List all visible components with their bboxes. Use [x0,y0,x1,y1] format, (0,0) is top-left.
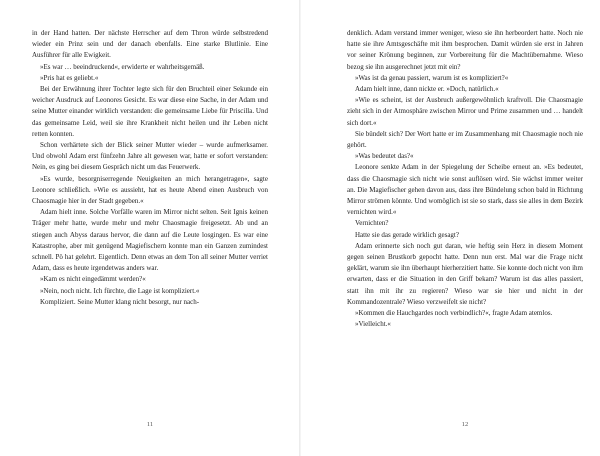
paragraph: »Was ist da genau passiert, warum ist es kompliziert?« [355,73,509,82]
paragraph: Adam erinnerte sich noch gut daran, wie heftig sein Herz in diesem Moment gegen seinen Brustkorb gepocht hatte. Denn nun erst. Mal war die Frage nicht geklärt, warum sie ihn überhaupt hierherzitiert hatte. Sie konnte doch nicht von ihm erwarten, dass er die Situation in den Griff bekam? Warum ist das alles passiert, statt ihn mit ihr zu regieren? Wieso war sie hier und nicht in der Kommandozentrale? Wieso verzweifelt sie nicht? [347,241,583,306]
paragraph: »Es wurde, besorgniserregende Neuigkeiten an mich herangetragen«, sagte Leonore schließlich. »Wie es aussieht, hat es heute Abend einen Ausbruch von Chaosmagie hier in der Stadt gegeben.« [32,174,268,206]
paragraph: »Kommen die Hauchgardes noch verbindlich?«, fragte Adam atemlos. [355,309,553,318]
paragraph: »Kam es nicht eingedämmt werden?« [40,275,146,284]
paragraph: Kompliziert. Seine Mutter klang nicht besorgt, nur nach- [40,297,200,306]
paragraph: »Was bedeutet das?« [355,152,414,161]
paragraph: Sie bündelt sich? Der Wort hatte er im Zusammenhang mit Chaosmagie noch nie gehört. [347,129,583,150]
paragraph: Bei der Erwähnung ihrer Tochter legte sich für den Bruchteil einer Sekunde ein weicher Ausdruck auf Leonores Gesicht. Es war diese eine Sache, in der Adam und seine Mutter einander wirklich verstanden: die gemeinsame Liebe für Priscilla. Und das gemeinsame Leid, weil sie ihre Krankheit nicht heilen und ihr Leben nicht retten konnten. [32,85,268,138]
paragraph: Adam hielt inne. Solche Vorfälle waren im Mirror nicht selten. Seit Ignis keinen Träger mehr hatte, wurde mehr und mehr Chaosmagie freigesetzt. Ab und an stiegen auch Abyss daraus hervor, die dann auf die Leute losgingen. Es war eine Katastrophe, aber mit genügend Magiefischern konnte man ein Ganzen zumindest schnell. Pö hat gelehrt. Eigentlich. Denn etwas an dem Ton all seiner Mutter verriet Adam, dass es heute irgendetwas anders war. [32,208,268,273]
paragraph: Hatte sie das gerade wirklich gesagt? [355,230,459,239]
paragraph: »Pris hat es geliebt.« [40,73,99,82]
paragraph: Leonore senkte Adam in der Spiegelung der Scheibe erneut an. »Es bedeutet, dass die Chaosmagie sich nicht wie sonst auflösen wird. Sie wächst immer weiter an. Die Magiefischer gehen davon aus, dass ihre Bündelung schon bald in Richtung Mirror strömen könnte. Und womöglich ist sie so stark, dass sie alles in dem Bezirk vernichten wird.« [347,163,583,217]
paragraph: »Nein, noch nicht. Ich fürchte, die Lage ist kompliziert.« [40,286,200,295]
paragraph: »Wie es scheint, ist der Ausbruch außergewöhnlich kraftvoll. Die Chaosmagie zieht sich in der Atmosphäre zwischen Mirror und Prime zusammen und … handelt sich dort.« [347,96,583,127]
paragraph: in der Hand hatten. Der nächste Herrscher auf dem Thron würde selbstredend wieder ein Prinz sein und der danach ebenfalls. Eine starke Blutlinie. Eine Ausführer für alle Ewigkeit. [32,29,268,60]
paragraph: Schon verhärtete sich der Blick seiner Mutter wieder – wurde aufmerksamer. Und obwohl Adam erst fünfzehn Jahre alt gewesen war, hatte er sofort verstanden: Nein, es ging bei diesem Gespräch nicht um das Feuerwerk. [32,141,268,172]
paragraph: Vernichten? [355,219,389,228]
paragraph: Adam hielt inne, dann nickte er. »Doch, natürlich.« [355,85,499,94]
left-page-number: 11 [146,421,154,428]
paragraph: denklich. Adam verstand immer weniger, wieso sie ihn herbeordert hatte. Noch nie hatte sie ihre Amtsgeschäfte mit ihm besprochen. Damit würden sie erst in Jahren vor seiner Krönung beginnen, zur Vorbereitung für die Machtübernahme. Wieso bezog sie ihn ausgerechnet jetzt mit ein? [347,29,583,71]
left-page-text [32,28,268,308]
right-page-number: 12 [461,421,469,428]
book-gutter [299,0,301,456]
right-page-text [347,28,583,330]
paragraph: »Vielleicht.« [355,320,391,329]
paragraph: »Es war … beeindruckend«, erwiderte er wahrheitsgemäß. [40,62,205,71]
